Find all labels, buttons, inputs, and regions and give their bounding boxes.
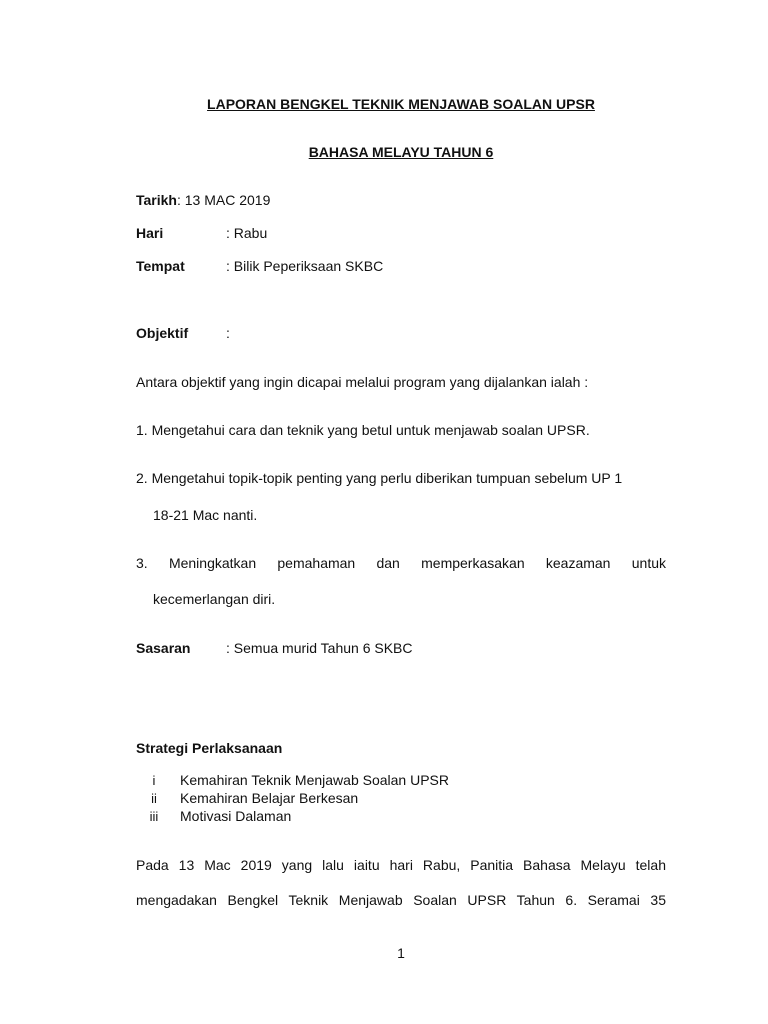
strategi-item-3: Motivasi Dalaman — [180, 808, 292, 824]
objective-1: 1. Mengetahui cara dan teknik yang betul untuk menjawab soalan UPSR. — [136, 422, 590, 438]
objective-3: 3. Meningkatkan pemahaman dan memperkasakan keazaman untuk — [136, 555, 666, 571]
strategi-num-3: iii — [149, 809, 159, 824]
sasaran-label: Sasaran — [136, 640, 191, 656]
hari-label: Hari — [136, 225, 164, 241]
objektif-colon: : — [226, 325, 230, 341]
strategi-heading: Strategi Perlaksanaan — [136, 740, 283, 756]
tempat-label: Tempat — [136, 258, 185, 274]
tarikh-value: : 13 MAC 2019 — [176, 192, 271, 208]
report-subtitle: BAHASA MELAYU TAHUN 6 — [308, 144, 494, 160]
report-title: LAPORAN BENGKEL TEKNIK MENJAWAB SOALAN UPSR — [207, 96, 595, 112]
strategi-item-1: Kemahiran Teknik Menjawab Soalan UPSR — [180, 772, 449, 788]
paragraph-line-1: Pada 13 Mac 2019 yang lalu iaitu hari Rabu, Panitia Bahasa Melayu telah — [136, 857, 666, 873]
objective-2: 2. Mengetahui topik-topik penting yang perlu diberikan tumpuan sebelum UP 1 — [136, 470, 623, 486]
objektif-intro: Antara objektif yang ingin dicapai melalui program yang dijalankan ialah : — [136, 374, 589, 390]
paragraph-line-2: mengadakan Bengkel Teknik Menjawab Soalan UPSR Tahun 6. Seramai 35 — [136, 892, 666, 908]
page-number: 1 — [397, 945, 405, 961]
objective-3-cont: kecemerlangan diri. — [153, 591, 276, 607]
strategi-num-1: i — [152, 773, 156, 788]
sasaran-value: : Semua murid Tahun 6 SKBC — [226, 640, 413, 656]
tarikh-label: Tarikh — [136, 192, 177, 208]
tempat-value: : Bilik Peperiksaan SKBC — [226, 258, 384, 274]
hari-value: : Rabu — [226, 225, 268, 241]
strategi-item-2: Kemahiran Belajar Berkesan — [180, 790, 359, 806]
tarikh-row — [136, 191, 270, 209]
objektif-label: Objektif — [136, 325, 189, 341]
objective-2-cont: 18-21 Mac nanti. — [153, 507, 258, 523]
strategi-num-2: ii — [151, 791, 157, 806]
